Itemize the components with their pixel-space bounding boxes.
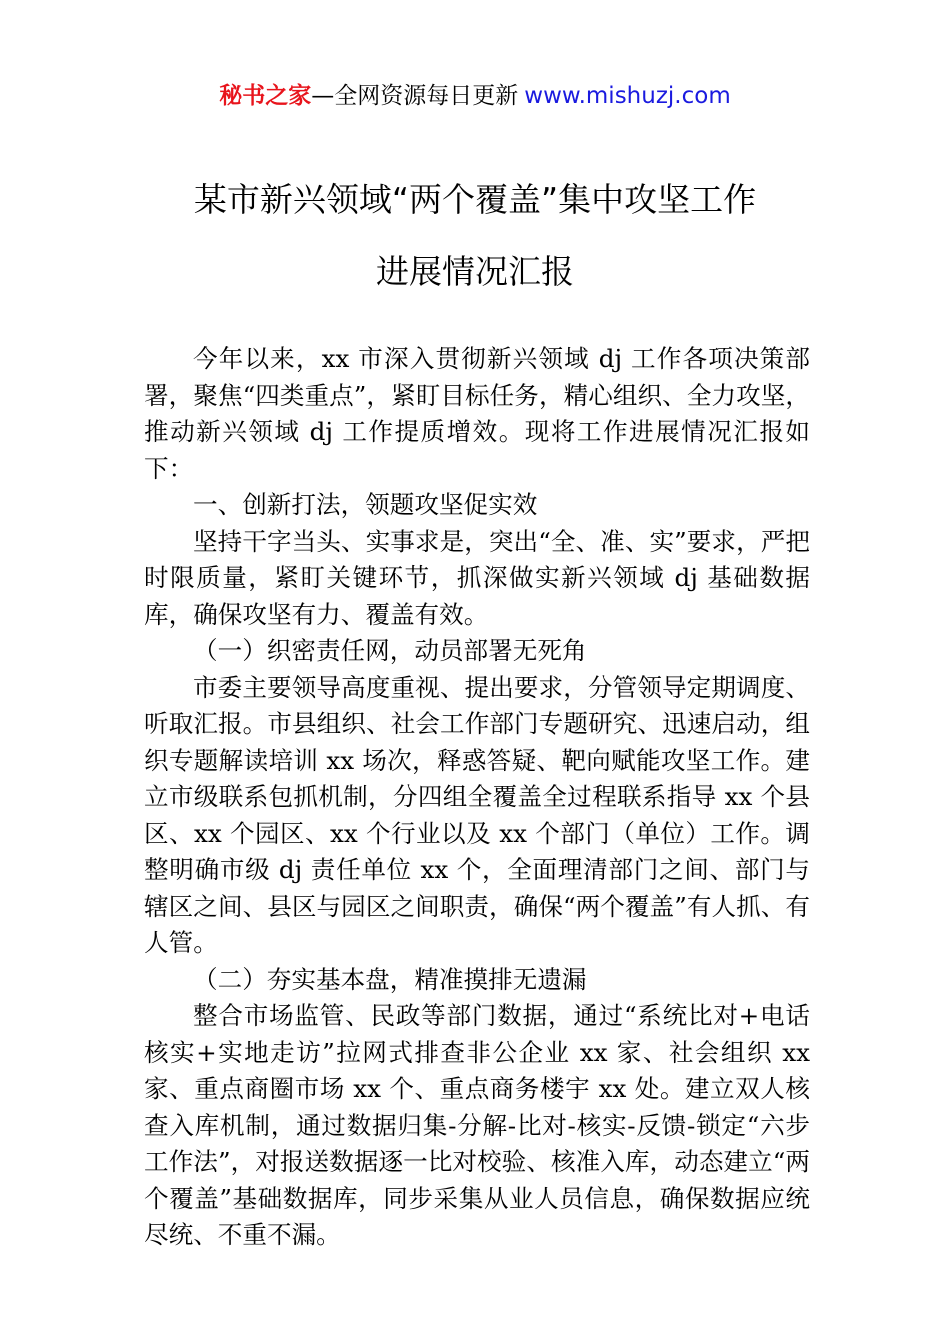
document-body bbox=[144, 341, 810, 1254]
body-paragraph: 整合市场监管、民政等部门数据，通过“系统比对+电话核实+实地走访”拉网式排查非公企业 xx 家、社会组织 xx 家、重点商圈市场 xx 个、重点商务楼宇 xx 处。建立双人核查入库机制，通过数据归集-分解-比对-核实-反馈-锁定“六步工作法”，对报送数据逐一比对校验、核准入库，动态建立“两个覆盖”基础数据库，同步采集从业人员信息，确保数据应统尽统、不重不漏。 bbox=[144, 1001, 810, 1249]
body-paragraph: 坚持干字当头、实事求是，突出“全、准、实”要求，严把时限质量，紧盯关键环节，抓深做实新兴领域 dj 基础数据库，确保攻坚有力、覆盖有效。 bbox=[144, 526, 810, 629]
site-brand: 秘书之家 bbox=[219, 83, 312, 109]
intro-paragraph: 今年以来，xx 市深入贯彻新兴领域 dj 工作各项决策部署，聚焦“四类重点”，紧盯目标任务，精心组织、全力攻坚，推动新兴领域 dj 工作提质增效。现将工作进展情况汇报如下： bbox=[144, 344, 810, 483]
document-title-line-2: 进展情况汇报 bbox=[376, 252, 574, 291]
section-heading-1: 一、创新打法，领题攻坚促实效 bbox=[193, 490, 538, 519]
subsection-heading-2: （二）夯实基本盘，精准摸排无遗漏 bbox=[193, 964, 587, 994]
subsection-heading-1: （一）织密责任网，动员部署无死角 bbox=[193, 636, 587, 665]
body-paragraph: 市委主要领导高度重视、提出要求，分管领导定期调度、听取汇报。市县组织、社会工作部门专题研究、迅速启动，组织专题解读培训 xx 场次，释惑答疑、靶向赋能攻坚工作。建立市级联系包抓机制，分四组全覆盖全过程联系指导 xx 个县区、xx 个园区、xx 个行业以及 xx 个部门（单位）工作。调整明确市级 dj 责任单位 xx 个，全面理清部门之间、部门与辖区之间、县区与园区之间职责，确保“两个覆盖”有人抓、有人管。 bbox=[144, 672, 810, 957]
document-title-line-1: 某市新兴领域“两个覆盖”集中攻坚工作 bbox=[193, 180, 757, 219]
site-url-link[interactable]: www.mishuzj.com bbox=[524, 83, 731, 109]
site-tagline: —全网资源每日更新 bbox=[311, 83, 519, 109]
site-header bbox=[0, 80, 950, 112]
